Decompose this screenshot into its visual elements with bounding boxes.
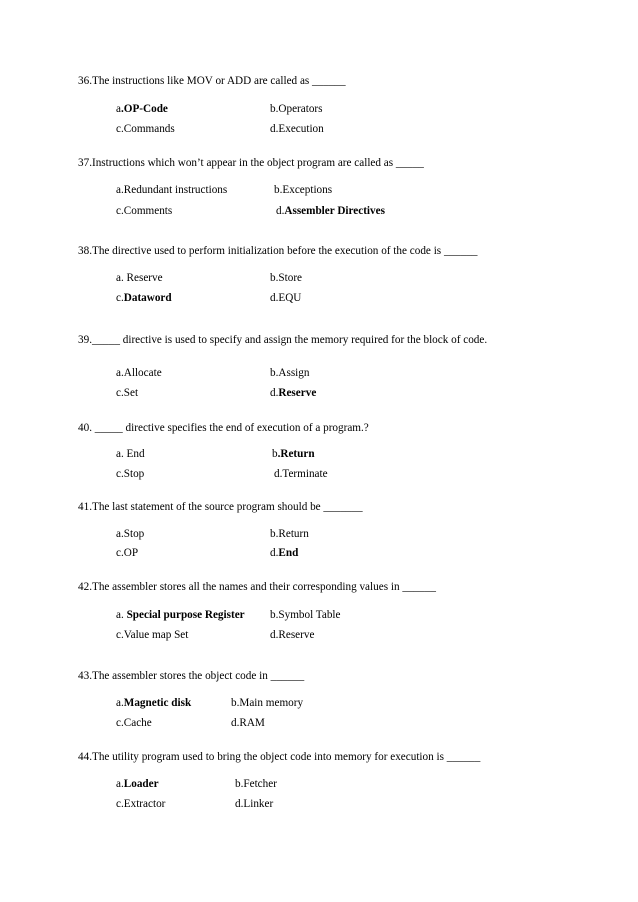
question-text: 41.The last statement of the source program should be _______ — [78, 501, 363, 513]
option-c: c.Cache — [116, 717, 152, 729]
option-d: d.End — [270, 547, 299, 559]
option-a: a.OP-Code — [116, 103, 168, 115]
question-text: 39._____ directive is used to specify and assign the memory required for the block of code. — [78, 334, 488, 346]
question-text: 37.Instructions which won’t appear in the object program are called as _____ — [78, 157, 424, 169]
option-a: a.Magnetic disk — [116, 697, 192, 709]
question-text: 40. _____ directive specifies the end of execution of a program.? — [78, 422, 369, 434]
option-d: d.Terminate — [274, 468, 328, 480]
option-d: d.Execution — [270, 123, 324, 135]
option-b: b.Return — [270, 528, 309, 540]
option-c: c.Dataword — [116, 292, 172, 304]
option-d: d.Linker — [235, 798, 274, 810]
option-a: a.Allocate — [116, 367, 162, 379]
question-text: 36.The instructions like MOV or ADD are called as ______ — [78, 75, 346, 87]
option-c: c.Comments — [116, 205, 173, 217]
option-b: b.Exceptions — [274, 184, 333, 196]
option-a: a. Special purpose Register — [116, 609, 245, 621]
option-c: c.Stop — [116, 468, 145, 480]
option-d: d.Reserve — [270, 629, 315, 641]
option-d: d.Assembler Directives — [276, 205, 385, 217]
option-c: c.Commands — [116, 123, 175, 135]
option-a: a.Redundant instructions — [116, 184, 228, 196]
option-b: b.Store — [270, 272, 303, 284]
option-d: d.RAM — [231, 717, 265, 729]
option-a: a.Loader — [116, 778, 159, 790]
option-c: c.Set — [116, 387, 139, 399]
question-text: 43.The assembler stores the object code in ______ — [78, 670, 305, 682]
option-a: a. End — [116, 448, 145, 460]
option-d: d.EQU — [270, 292, 302, 304]
option-b: b.Operators — [270, 103, 323, 115]
option-a: a. Reserve — [116, 272, 163, 284]
option-c: c.Extractor — [116, 798, 166, 810]
question-text: 44.The utility program used to bring the object code into memory for execution is ______ — [78, 751, 481, 763]
option-b: b.Symbol Table — [270, 609, 341, 621]
option-c: c.Value map Set — [116, 629, 189, 641]
option-b: b.Main memory — [231, 697, 304, 709]
option-c: c.OP — [116, 547, 139, 559]
option-b: b.Assign — [270, 367, 310, 379]
option-a: a.Stop — [116, 528, 145, 540]
option-b: b.Fetcher — [235, 778, 277, 790]
question-text: 42.The assembler stores all the names and their corresponding values in ______ — [78, 581, 436, 593]
question-text: 38.The directive used to perform initialization before the execution of the code is ______ — [78, 245, 478, 257]
option-d: d.Reserve — [270, 387, 317, 399]
option-b: b.Return — [272, 448, 315, 460]
